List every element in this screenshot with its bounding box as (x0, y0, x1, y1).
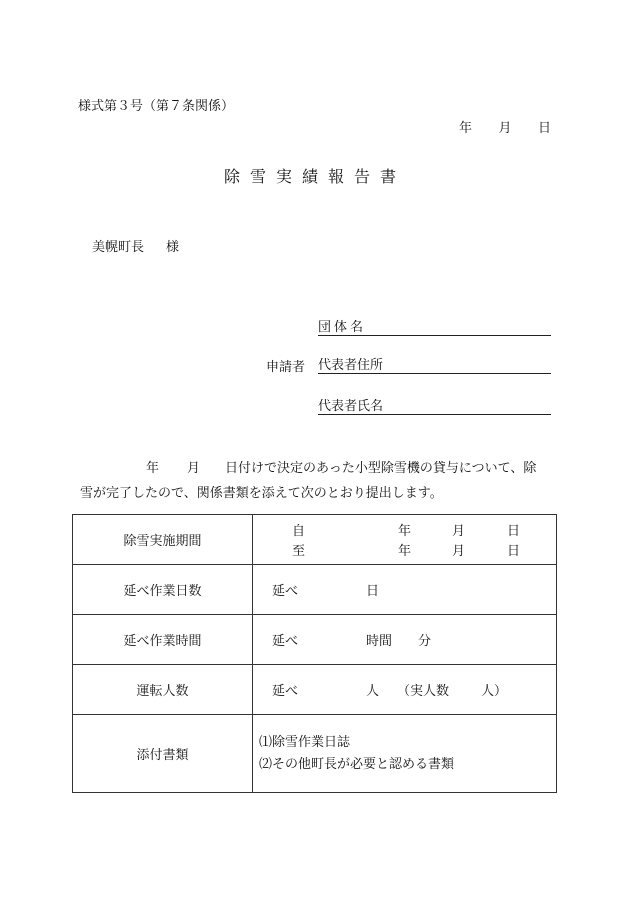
row-header-attachments: 添付書類 (73, 715, 253, 793)
submission-date (459, 117, 551, 136)
row-header-hours: 延べ作業時間 (73, 615, 253, 665)
work-days-prefix: 延べ (272, 584, 299, 599)
report-table (72, 514, 557, 793)
addressee (92, 236, 179, 255)
attachment-item-1: ⑴除雪作業日誌 (259, 734, 351, 750)
org-name-label: 団体名 (318, 320, 367, 335)
work-hours-prefix: 延べ (272, 634, 299, 649)
body-line-1-rest: 日付けで決定のあった小型除雪機の貸与について、除 (225, 461, 537, 476)
work-minutes-unit: 分 (418, 634, 432, 649)
period-cell[interactable] (253, 515, 557, 565)
period-to-month: 月 (452, 543, 466, 559)
row-header-operators: 運転人数 (73, 665, 253, 715)
work-days-cell[interactable] (253, 565, 557, 615)
operators-unit: 人 (366, 684, 380, 699)
period-from-day: 日 (507, 523, 521, 539)
addressee-honorific: 様 (166, 240, 180, 255)
rep-address-field[interactable] (318, 354, 551, 374)
operators-actual-label: （実人数 (397, 684, 450, 699)
operators-actual-unit: 人） (481, 684, 508, 699)
row-header-days: 延べ作業日数 (73, 565, 253, 615)
attachments-cell (253, 715, 557, 793)
form-number: 様式第３号（第７条関係） (78, 99, 235, 114)
rep-name-field[interactable] (318, 395, 551, 415)
period-to-day: 日 (507, 543, 521, 559)
body-paragraph (80, 456, 555, 506)
table-row (73, 515, 557, 565)
date-month-label: 月 (498, 121, 512, 136)
date-year-label: 年 (459, 121, 473, 136)
body-month: 月 (187, 461, 201, 476)
org-name-field[interactable] (318, 316, 551, 336)
period-to-label: 至 (292, 543, 306, 559)
period-from-line (253, 520, 556, 540)
body-line-2: 雪が完了したので、関係書類を添えて次のとおり提出します。 (80, 486, 443, 501)
table-row (73, 715, 557, 793)
table-row (73, 615, 557, 665)
addressee-name: 美幌町長 (92, 240, 145, 255)
rep-name-label: 代表者氏名 (318, 399, 384, 414)
work-hours-cell[interactable] (253, 615, 557, 665)
table-row (73, 665, 557, 715)
body-year: 年 (146, 461, 160, 476)
work-hours-unit: 時間 (366, 634, 393, 649)
row-header-period: 除雪実施期間 (73, 515, 253, 565)
date-day-label: 日 (537, 121, 551, 136)
table-row (73, 565, 557, 615)
operators-prefix: 延べ (272, 684, 299, 699)
period-from-year: 年 (398, 523, 412, 539)
document-title: 除雪実績報告書 (223, 167, 406, 186)
period-from-month: 月 (452, 523, 466, 539)
period-from-label: 自 (292, 523, 306, 539)
attachment-item-2: ⑵その他町長が必要と認める書類 (259, 756, 455, 772)
rep-address-label: 代表者住所 (318, 358, 384, 373)
body-line-1 (80, 456, 555, 481)
applicant-label: 申請者 (266, 360, 306, 375)
period-to-line (253, 540, 556, 560)
work-days-unit: 日 (366, 584, 380, 599)
period-to-year: 年 (398, 543, 412, 559)
operators-cell[interactable] (253, 665, 557, 715)
